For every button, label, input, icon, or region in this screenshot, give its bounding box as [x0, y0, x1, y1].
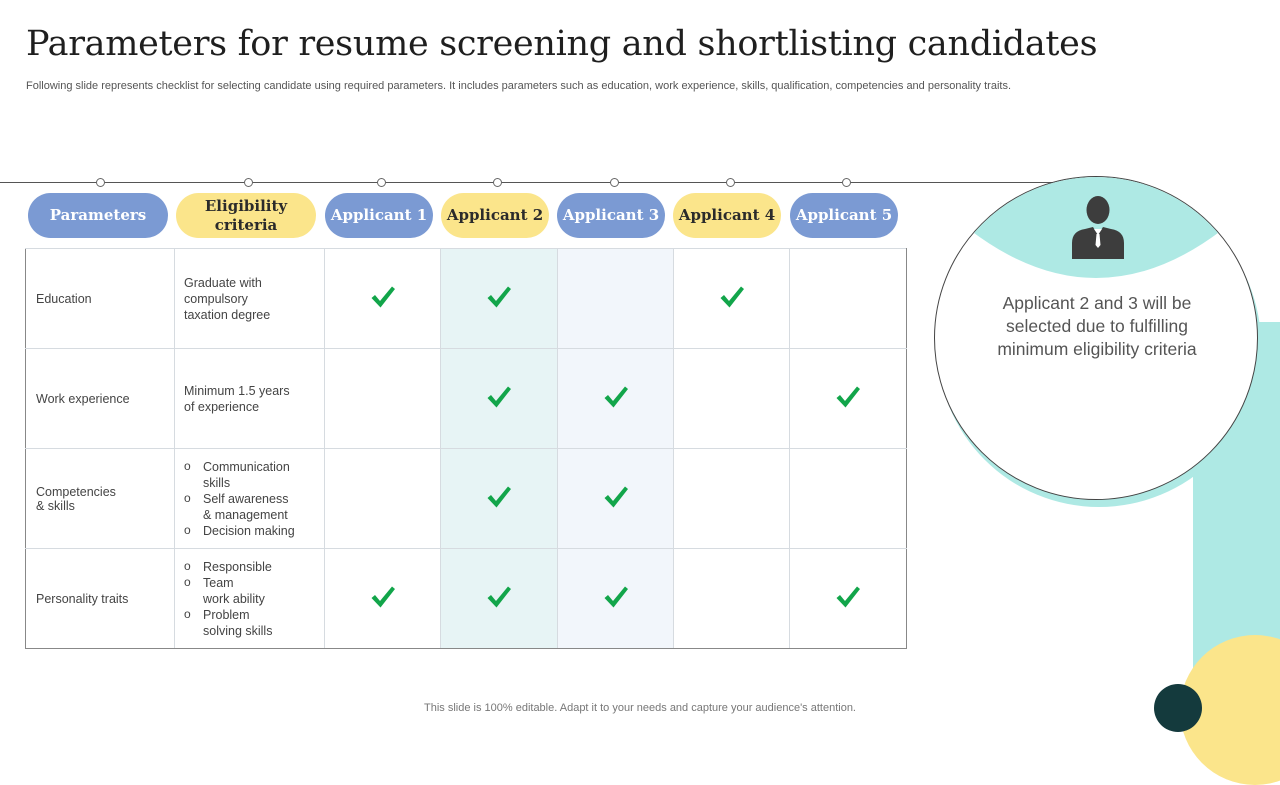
check-cell	[674, 549, 790, 649]
screening-table	[25, 248, 907, 649]
check-cell	[558, 349, 674, 449]
row-criteria	[175, 349, 325, 449]
row-parameter: Education	[26, 249, 175, 349]
header-applicant-1: Applicant 1	[325, 193, 433, 238]
criteria-line: taxation degree	[184, 307, 271, 322]
check-icon	[486, 385, 512, 409]
check-cell	[441, 249, 558, 349]
check-cell	[790, 449, 907, 549]
bullet-item: o Self awareness & management	[184, 491, 324, 523]
table-row	[26, 449, 907, 549]
bullet-item: o Decision making	[184, 523, 324, 539]
parameter-line: Competencies	[36, 484, 116, 499]
check-cell	[325, 249, 441, 349]
check-cell	[558, 449, 674, 549]
timeline-dot	[610, 178, 619, 187]
bullet-item: o Team work ability	[184, 575, 324, 607]
check-cell	[674, 249, 790, 349]
check-cell	[441, 349, 558, 449]
header-applicant-2: Applicant 2	[441, 193, 549, 238]
check-icon	[486, 285, 512, 309]
check-icon	[835, 585, 861, 609]
table-row	[26, 349, 907, 449]
timeline-dot	[244, 178, 253, 187]
slide-subtitle: Following slide represents checklist for selecting candidate using required parameters. It includes parameters such as education, work experience, skills, qualification, competencies and personality traits.	[26, 80, 1011, 92]
criteria-line: compulsory	[184, 291, 248, 306]
check-icon	[370, 285, 396, 309]
criteria-line: of experience	[184, 399, 260, 414]
check-cell	[790, 549, 907, 649]
criteria-bullets	[184, 559, 324, 639]
check-icon	[486, 485, 512, 509]
check-cell	[441, 449, 558, 549]
check-cell	[441, 549, 558, 649]
callout-text: Applicant 2 and 3 will be selected due to fulfilling minimum eligibility criteria	[997, 293, 1197, 359]
timeline-dot	[96, 178, 105, 187]
check-icon	[370, 585, 396, 609]
table-row	[26, 249, 907, 349]
check-cell	[674, 449, 790, 549]
row-criteria	[175, 549, 325, 649]
check-icon	[603, 585, 629, 609]
check-icon	[603, 385, 629, 409]
check-icon	[603, 485, 629, 509]
timeline-dot	[726, 178, 735, 187]
table-row	[26, 549, 907, 649]
criteria-bullets	[184, 459, 324, 539]
header-timeline-line	[0, 182, 1060, 183]
check-cell	[558, 249, 674, 349]
timeline-dot	[377, 178, 386, 187]
check-cell	[674, 349, 790, 449]
header-parameters: Parameters	[28, 193, 168, 238]
criteria-line: Graduate with	[184, 275, 262, 290]
check-cell	[325, 549, 441, 649]
check-cell	[790, 349, 907, 449]
criteria-line: Minimum 1.5 years	[184, 383, 290, 398]
businessman-icon	[1071, 195, 1125, 261]
slide-footer: This slide is 100% editable. Adapt it to your needs and capture your audience's attention.	[424, 702, 856, 714]
check-cell	[558, 549, 674, 649]
callout-circle	[934, 176, 1258, 500]
check-icon	[719, 285, 745, 309]
bullet-item: o Communication skills	[184, 459, 324, 491]
bullet-item: o Responsible	[184, 559, 324, 575]
check-cell	[325, 449, 441, 549]
row-parameter: Work experience	[26, 349, 175, 449]
timeline-dot	[842, 178, 851, 187]
row-criteria	[175, 449, 325, 549]
slide-title: Parameters for resume screening and shortlisting candidates	[26, 24, 1098, 64]
check-cell	[325, 349, 441, 449]
header-applicant-3: Applicant 3	[557, 193, 665, 238]
row-parameter: Personality traits	[26, 549, 175, 649]
check-icon	[486, 585, 512, 609]
row-criteria	[175, 249, 325, 349]
header-eligibility-criteria: Eligibility criteria	[176, 193, 316, 238]
parameter-line: & skills	[36, 498, 75, 513]
row-parameter	[26, 449, 175, 549]
check-cell	[790, 249, 907, 349]
bullet-item: o Problem solving skills	[184, 607, 324, 639]
timeline-dot	[493, 178, 502, 187]
check-icon	[835, 385, 861, 409]
header-applicant-4: Applicant 4	[673, 193, 781, 238]
header-applicant-5: Applicant 5	[790, 193, 898, 238]
